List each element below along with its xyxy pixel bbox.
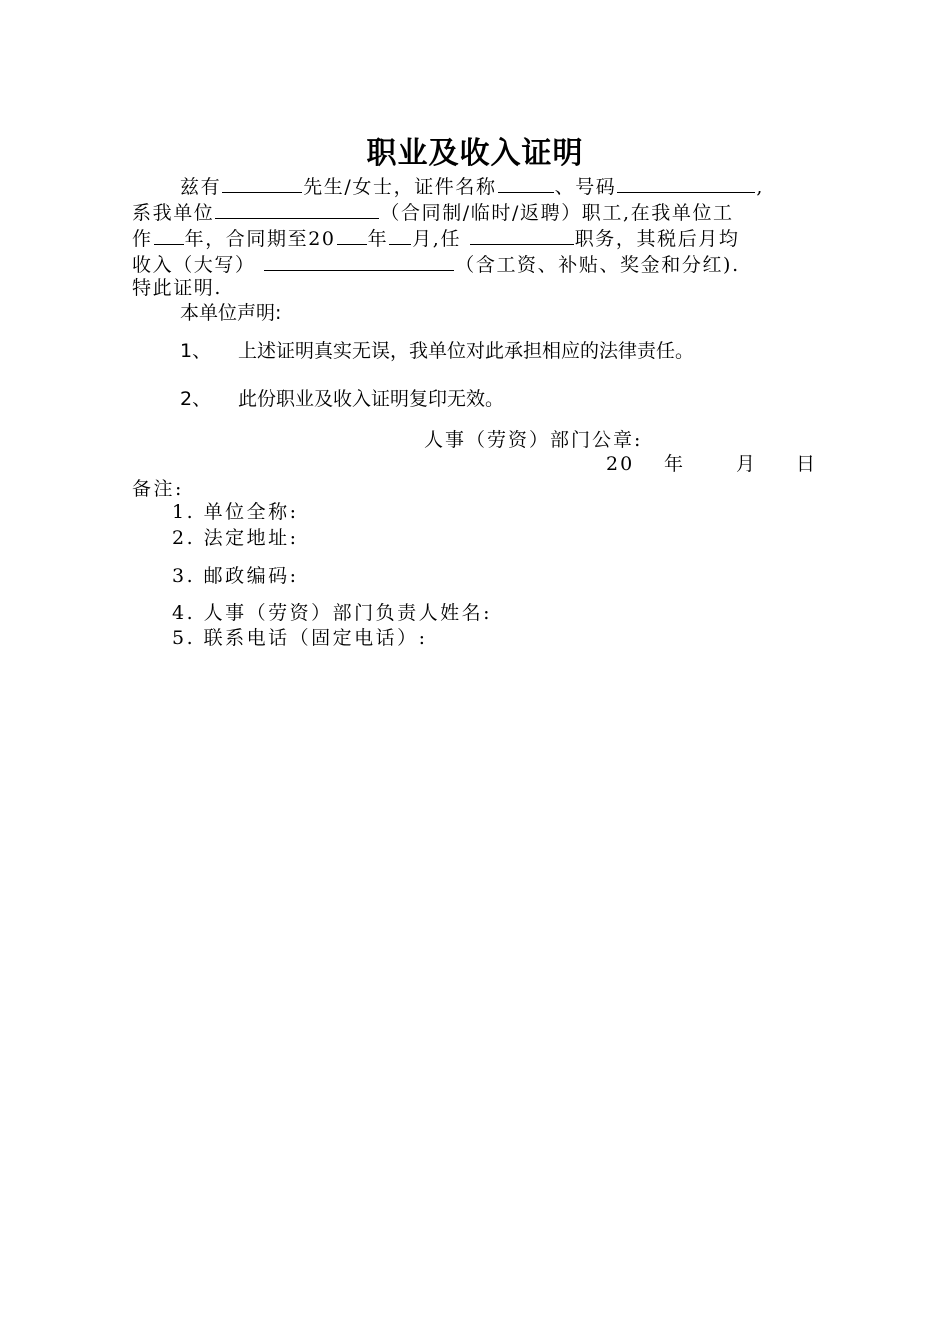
contract-month-blank[interactable] (389, 226, 411, 245)
id-number-blank[interactable] (617, 174, 755, 193)
text-zuo: 作 (132, 228, 153, 250)
remark-item-3: 3. 邮政编码: (172, 565, 299, 587)
text-income-includes: （含工资、补贴、奖金和分红). (455, 254, 740, 276)
employer-blank[interactable] (215, 200, 379, 219)
paragraph-line-3 (132, 226, 740, 252)
name-blank[interactable] (222, 174, 302, 193)
text-employer: 系我单位 (132, 202, 215, 224)
text-month-ren: 月,任 (412, 228, 462, 250)
date-year-prefix: 20 (606, 453, 635, 475)
text-zi-you: 兹有 (180, 176, 222, 198)
text-number: 、号码 (554, 176, 617, 198)
declaration-item-number: 1、 (180, 340, 212, 362)
remark-item-1: 1. 单位全称: (172, 501, 299, 523)
document-title: 职业及收入证明 (366, 136, 584, 171)
date-day-label: 日 (796, 453, 818, 475)
remark-item-2: 2. 法定地址: (172, 527, 299, 549)
contract-year-blank[interactable] (337, 226, 367, 245)
declaration-item-2 (180, 386, 504, 412)
text-contract-type: （合同制/临时/返聘）职工,在我单位工 (380, 202, 734, 224)
declaration-item-1 (180, 338, 694, 364)
text-income-words: 收入（大写） (132, 254, 256, 276)
declaration-item-text: 此份职业及收入证明复印无效。 (238, 388, 505, 410)
stamp-label: 人事（劳资）部门公章: (424, 429, 643, 451)
remark-item-5: 5. 联系电话（固定电话）: (172, 627, 428, 649)
paragraph-line-2 (132, 200, 734, 226)
text-contract-until: 年，合同期至20 (184, 228, 336, 250)
text-gender-id-name: 先生/女士，证件名称 (303, 176, 497, 198)
date-line (606, 449, 817, 476)
paragraph-line-5: 特此证明. (132, 277, 223, 299)
text-year: 年 (367, 228, 389, 250)
id-type-blank[interactable] (498, 174, 554, 193)
declaration-item-text: 上述证明真实无误，我单位对此承担相应的法律责任。 (238, 340, 695, 362)
income-blank[interactable] (264, 252, 454, 271)
paragraph-line-1 (180, 174, 764, 200)
remarks-heading: 备注: (132, 478, 184, 500)
text-position-income: 职务，其税后月均 (574, 228, 740, 250)
position-blank[interactable] (470, 226, 574, 245)
declaration-heading: 本单位声明: (180, 302, 282, 324)
date-year-label: 年 (664, 453, 686, 475)
years-blank[interactable] (154, 226, 184, 245)
paragraph-line-4 (132, 252, 740, 278)
declaration-item-number: 2、 (180, 388, 212, 410)
text-comma: , (756, 176, 765, 198)
remark-item-4: 4. 人事（劳资）部门负责人姓名: (172, 602, 493, 624)
date-month-label: 月 (736, 453, 758, 475)
